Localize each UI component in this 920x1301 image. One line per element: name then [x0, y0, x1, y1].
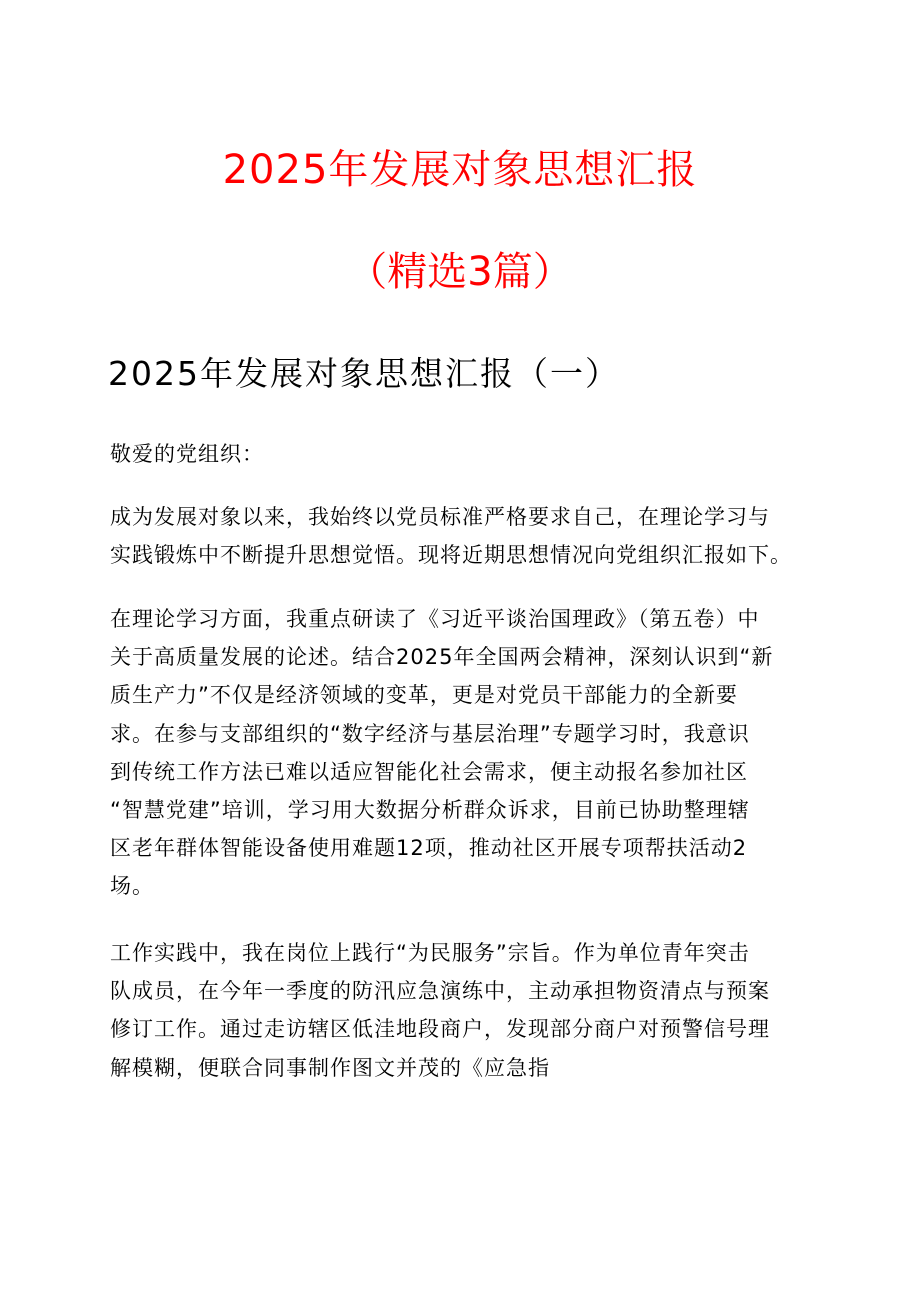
paragraph-line: 成为发展对象以来，我始终以党员标准严格要求自己，在理论学习与: [110, 505, 770, 529]
paragraph-line: 工作实践中，我在岗位上践行“为民服务”宗旨。作为单位青年突击: [110, 941, 750, 965]
paragraph-1: [110, 498, 810, 574]
paragraph-line: 关于高质量发展的论述。结合2025年全国两会精神，深刻认识到“新: [110, 645, 774, 670]
paragraph-line: 质生产力”不仅是经济领域的变革，更是对党员干部能力的全新要: [110, 683, 738, 708]
paragraph-line: “智慧党建”培训，学习用大数据分析群众诉求，目前已协助整理辖: [110, 797, 750, 822]
paragraph-line: 实践锻炼中不断提升思想觉悟。现将近期思想情况向党组织汇报如下。: [110, 543, 792, 568]
paragraph-2: [110, 600, 810, 906]
section-heading: 2025年发展对象思想汇报（一）: [108, 354, 620, 393]
document-subtitle: （精选3篇）: [347, 249, 573, 295]
paragraph-line: 解模糊，便联合同事制作图文并茂的《应急指: [110, 1055, 550, 1080]
paragraph-line: 到传统工作方法已难以适应智能化社会需求，便主动报名参加社区: [110, 759, 748, 784]
paragraph-line: 修订工作。通过走访辖区低洼地段商户，发现部分商户对预警信号理: [110, 1017, 770, 1042]
salutation: 敬爱的党组织：: [110, 442, 264, 466]
document-title: 2025年发展对象思想汇报: [222, 147, 698, 193]
paragraph-line: 在理论学习方面，我重点研读了《习近平谈治国理政》（第五卷）中: [110, 607, 760, 631]
paragraph-3: [110, 934, 810, 1087]
paragraph-line: 场。: [110, 874, 154, 899]
paragraph-line: 队成员，在今年一季度的防汛应急演练中，主动承担物资清点与预案: [110, 979, 770, 1004]
paragraph-line: 求。在参与支部组织的“数字经济与基层治理”专题学习时，我意识: [110, 721, 750, 746]
paragraph-line: 区老年群体智能设备使用难题12项，推动社区开展专项帮扶活动2: [110, 836, 748, 861]
